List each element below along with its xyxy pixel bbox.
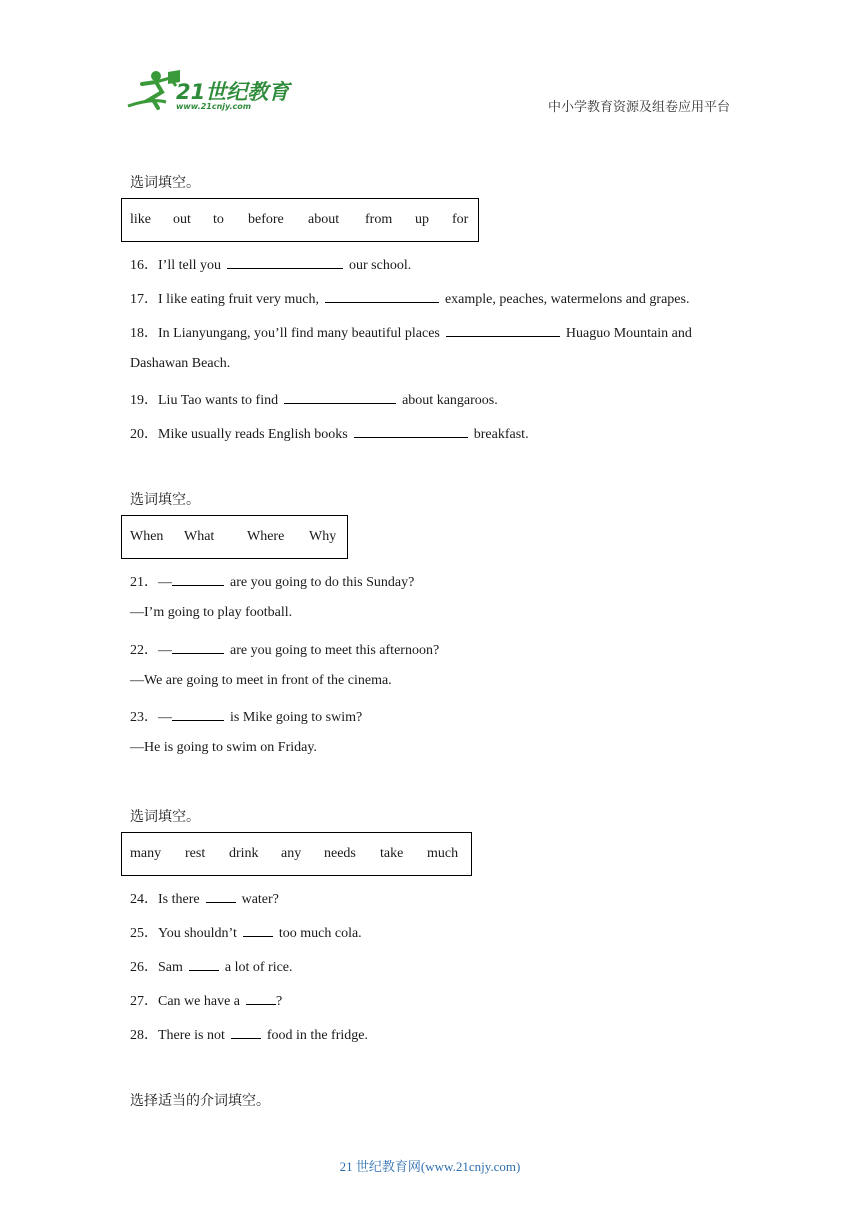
word: out (173, 212, 191, 227)
answer-blank[interactable] (206, 890, 236, 903)
footer-link[interactable]: 21 世纪教育网(www.21cnjy.com) (339, 1159, 521, 1174)
word: needs (324, 846, 356, 861)
word: about (308, 212, 340, 227)
word: to (213, 212, 224, 227)
answer-blank[interactable] (227, 256, 343, 269)
answer-blank[interactable] (354, 425, 468, 438)
word: rest (185, 846, 206, 861)
section-title: 选择适当的介词填空。 (130, 1093, 270, 1109)
answer-blank[interactable] (325, 290, 439, 303)
answer-blank[interactable] (246, 992, 276, 1005)
answer-blank[interactable] (189, 958, 219, 971)
question-22: 22．— are you going to meet this afternoon? (130, 643, 440, 658)
answer-blank[interactable] (231, 1026, 261, 1039)
answer-blank[interactable] (172, 641, 224, 654)
question-24: 24．Is there water? (130, 892, 279, 907)
word: Why (309, 529, 337, 544)
section-title: 选词填空。 (130, 175, 200, 191)
section-title: 选词填空。 (130, 492, 200, 508)
answer-blank[interactable] (284, 391, 396, 404)
answer-22: —We are going to meet in front of the cinema. (130, 673, 392, 688)
word: Where (247, 529, 285, 544)
word-bank (121, 832, 472, 876)
word: for (452, 212, 469, 227)
answer-23: —He is going to swim on Friday. (130, 740, 317, 755)
question-17: 17．I like eating fruit very much, example, peaches, watermelons and grapes. (130, 292, 690, 307)
question-27: 27．Can we have a ? (130, 994, 283, 1009)
question-18: 18．In Lianyungang, you’ll find many beautiful places Huaguo Mountain and (130, 326, 692, 341)
word: much (427, 846, 459, 861)
word: When (130, 529, 164, 544)
logo-url: www.21cnjy.com (176, 102, 252, 111)
answer-21: —I’m going to play football. (130, 605, 293, 620)
section-title: 选词填空。 (130, 809, 200, 825)
answer-blank[interactable] (446, 324, 560, 337)
word-bank (121, 198, 479, 242)
question-25: 25．You shouldn’t too much cola. (130, 926, 362, 941)
word: take (380, 846, 404, 861)
question-23: 23．— is Mike going to swim? (130, 710, 363, 725)
question-21: 21．— are you going to do this Sunday? (130, 575, 415, 590)
platform-name: 中小学教育资源及组卷应用平台 (547, 100, 730, 115)
word: like (130, 212, 151, 227)
question-19: 19．Liu Tao wants to find about kangaroos. (130, 393, 498, 408)
question-16: 16．I’ll tell you our school. (130, 258, 412, 273)
word: up (415, 212, 429, 227)
question-26: 26．Sam a lot of rice. (130, 960, 293, 975)
question-28: 28．There is not food in the fridge. (130, 1028, 368, 1043)
answer-blank[interactable] (243, 924, 273, 937)
answer-blank[interactable] (172, 708, 224, 721)
word: What (184, 529, 215, 544)
logo-text: 21世纪教育 (176, 80, 290, 104)
word: drink (229, 846, 259, 861)
word: any (281, 846, 302, 861)
word: many (130, 846, 162, 861)
word-bank (121, 515, 348, 559)
question-20: 20．Mike usually reads English books breakfast. (130, 427, 529, 442)
question-18-continued: Dashawan Beach. (130, 356, 231, 371)
word: before (248, 212, 284, 227)
site-logo (122, 68, 292, 116)
word: from (365, 212, 393, 227)
answer-blank[interactable] (172, 573, 224, 586)
